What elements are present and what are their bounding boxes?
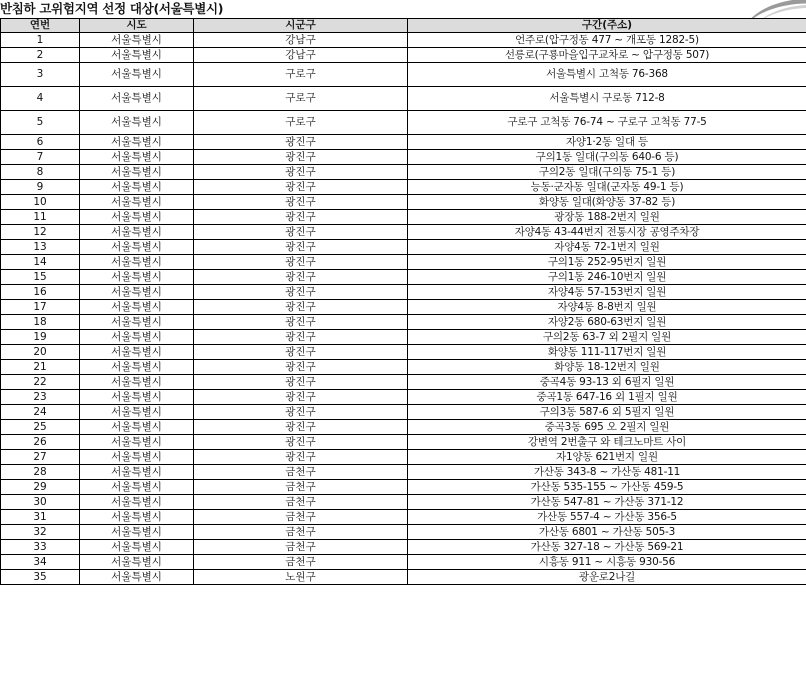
cell-sigungu: 광진구 [194,450,408,465]
cell-sigungu: 광진구 [194,240,408,255]
cell-number: 18 [1,315,80,330]
document-title: 반침하 고위험지역 선정 대상(서울특별시) [0,1,224,16]
cell-sigungu: 광진구 [194,330,408,345]
cell-address: 구로구 고척동 76-74 ~ 구로구 고척동 77-5 [408,111,806,135]
cell-sigungu: 구로구 [194,87,408,111]
cell-address: 자양2동 680-63번지 일원 [408,315,806,330]
cell-number: 33 [1,540,80,555]
cell-address: 가산동 557-4 ~ 가산동 356-5 [408,510,806,525]
cell-sigungu: 강남구 [194,48,408,63]
cell-number: 25 [1,420,80,435]
cell-number: 28 [1,465,80,480]
cell-address: 능동·군자동 일대(군자동 49-1 등) [408,180,806,195]
cell-sigungu: 광진구 [194,255,408,270]
cell-sigungu: 금천구 [194,525,408,540]
cell-sido: 서울특별시 [80,390,194,405]
table-row [1,375,806,390]
cell-sigungu: 금천구 [194,480,408,495]
cell-sigungu: 광진구 [194,435,408,450]
cell-address: 구의1동 일대(구의동 640-6 등) [408,150,806,165]
table-row [1,195,806,210]
cell-address: 구의1동 252-95번지 일원 [408,255,806,270]
table-row [1,435,806,450]
cell-sido: 서울특별시 [80,405,194,420]
cell-sigungu: 광진구 [194,150,408,165]
table-row [1,87,806,111]
cell-address: 화양동 111-117번지 일원 [408,345,806,360]
cell-sigungu: 광진구 [194,405,408,420]
cell-sigungu: 금천구 [194,555,408,570]
cell-sido: 서울특별시 [80,48,194,63]
cell-number: 27 [1,450,80,465]
cell-address: 중곡4동 93-13 외 6필지 일원 [408,375,806,390]
table-row [1,300,806,315]
cell-address: 자양4동 57-153번지 일원 [408,285,806,300]
cell-address: 광운로2나길 [408,570,806,585]
table-row [1,210,806,225]
cell-number: 29 [1,480,80,495]
table-row [1,480,806,495]
cell-sido: 서울특별시 [80,300,194,315]
cell-address: 중곡1동 647-16 외 1필지 일원 [408,390,806,405]
cell-number: 11 [1,210,80,225]
table-row [1,150,806,165]
cell-address: 구의2동 일대(구의동 75-1 등) [408,165,806,180]
table-row [1,165,806,180]
cell-address: 중곡3동 695 오 2필지 일원 [408,420,806,435]
cell-number: 13 [1,240,80,255]
cell-sigungu: 광진구 [194,390,408,405]
cell-sido: 서울특별시 [80,270,194,285]
cell-sido: 서울특별시 [80,225,194,240]
table-body [1,33,806,585]
cell-sido: 서울특별시 [80,165,194,180]
table-row [1,540,806,555]
cell-sigungu: 광진구 [194,165,408,180]
table-row [1,111,806,135]
cell-sigungu: 광진구 [194,360,408,375]
cell-sigungu: 노원구 [194,570,408,585]
cell-sido: 서울특별시 [80,420,194,435]
cell-number: 26 [1,435,80,450]
cell-number: 22 [1,375,80,390]
cell-sigungu: 금천구 [194,510,408,525]
cell-number: 34 [1,555,80,570]
cell-number: 6 [1,135,80,150]
cell-sigungu: 광진구 [194,135,408,150]
cell-sido: 서울특별시 [80,180,194,195]
cell-address: 자양4동 72-1번지 일원 [408,240,806,255]
cell-sigungu: 광진구 [194,420,408,435]
cell-sido: 서울특별시 [80,570,194,585]
table-row [1,255,806,270]
table-row [1,495,806,510]
cell-sido: 서울특별시 [80,255,194,270]
cell-sido: 서울특별시 [80,330,194,345]
cell-address: 가산동 327-18 ~ 가산동 569-21 [408,540,806,555]
column-header-sido: 시도 [80,19,194,33]
cell-number: 31 [1,510,80,525]
table-row [1,135,806,150]
cell-address: 가산동 6801 ~ 가산동 505-3 [408,525,806,540]
cell-address: 서울특별시 구로동 712-8 [408,87,806,111]
cell-address: 자양4동 43-44번지 전통시장 공영주차장 [408,225,806,240]
cell-address: 서울특별시 고척동 76-368 [408,63,806,87]
cell-address: 구의1동 246-10번지 일원 [408,270,806,285]
cell-address: 자1양동 621번지 일원 [408,450,806,465]
cell-number: 7 [1,150,80,165]
column-header-sigungu: 시군구 [194,19,408,33]
table-row [1,510,806,525]
cell-sigungu: 금천구 [194,540,408,555]
cell-number: 1 [1,33,80,48]
cell-number: 21 [1,360,80,375]
cell-sido: 서울특별시 [80,510,194,525]
cell-address: 선릉로(구룡마을입구교차로 ~ 압구정동 507) [408,48,806,63]
cell-sido: 서울특별시 [80,240,194,255]
cell-sido: 서울특별시 [80,465,194,480]
cell-sigungu: 구로구 [194,63,408,87]
table-row [1,405,806,420]
cell-address: 자양4동 8-8번지 일원 [408,300,806,315]
table-row [1,450,806,465]
cell-address: 가산동 343-8 ~ 가산동 481-11 [408,465,806,480]
cell-sido: 서울특별시 [80,195,194,210]
cell-sido: 서울특별시 [80,150,194,165]
cell-number: 2 [1,48,80,63]
cell-sido: 서울특별시 [80,525,194,540]
cell-address: 언주로(압구정동 477 ~ 개포동 1282-5) [408,33,806,48]
cell-sido: 서울특별시 [80,450,194,465]
cell-number: 10 [1,195,80,210]
cell-sigungu: 광진구 [194,300,408,315]
table-row [1,315,806,330]
cell-sido: 서울특별시 [80,480,194,495]
cell-sido: 서울특별시 [80,345,194,360]
column-header-address: 구간(주소) [408,19,806,33]
cell-sigungu: 광진구 [194,375,408,390]
table-row [1,270,806,285]
cell-sido: 서울특별시 [80,555,194,570]
cell-sido: 서울특별시 [80,285,194,300]
cell-sido: 서울특별시 [80,111,194,135]
cell-number: 35 [1,570,80,585]
cell-address: 강변역 2번출구 와 테크노마트 사이 [408,435,806,450]
cell-number: 24 [1,405,80,420]
cell-number: 16 [1,285,80,300]
table-row [1,360,806,375]
cell-address: 구의3동 587-6 외 5필지 일원 [408,405,806,420]
cell-address: 광장동 188-2번지 일원 [408,210,806,225]
cell-address: 화양동 일대(화양동 37-82 등) [408,195,806,210]
cell-number: 19 [1,330,80,345]
cell-address: 가산동 547-81 ~ 가산동 371-12 [408,495,806,510]
cell-sido: 서울특별시 [80,87,194,111]
cell-sido: 서울특별시 [80,495,194,510]
cell-sido: 서울특별시 [80,540,194,555]
table-row [1,240,806,255]
table-header-row [1,19,806,33]
high-risk-area-table [0,18,806,585]
cell-sigungu: 광진구 [194,210,408,225]
cell-sigungu: 광진구 [194,270,408,285]
table-row [1,63,806,87]
table-row [1,33,806,48]
table-row [1,465,806,480]
table-row [1,225,806,240]
cell-sigungu: 광진구 [194,180,408,195]
cell-address: 시흥동 911 ~ 시흥동 930-56 [408,555,806,570]
cell-sigungu: 금천구 [194,465,408,480]
cell-address: 구의2동 63-7 외 2필지 일원 [408,330,806,345]
table-row [1,345,806,360]
table-row [1,390,806,405]
cell-sigungu: 강남구 [194,33,408,48]
cell-sido: 서울특별시 [80,360,194,375]
cell-number: 15 [1,270,80,285]
cell-sido: 서울특별시 [80,210,194,225]
table-row [1,330,806,345]
table-row [1,48,806,63]
table-row [1,420,806,435]
cell-number: 5 [1,111,80,135]
cell-number: 9 [1,180,80,195]
cell-number: 17 [1,300,80,315]
cell-sigungu: 광진구 [194,195,408,210]
cell-number: 12 [1,225,80,240]
cell-number: 30 [1,495,80,510]
cell-number: 32 [1,525,80,540]
cell-sigungu: 광진구 [194,285,408,300]
cell-address: 자양1·2동 일대 등 [408,135,806,150]
cell-sigungu: 구로구 [194,111,408,135]
cell-sido: 서울특별시 [80,135,194,150]
cell-sigungu: 광진구 [194,315,408,330]
table-row [1,570,806,585]
cell-number: 8 [1,165,80,180]
cell-address: 가산동 535-155 ~ 가산동 459-5 [408,480,806,495]
cell-number: 4 [1,87,80,111]
table-row [1,285,806,300]
cell-sigungu: 광진구 [194,345,408,360]
cell-sido: 서울특별시 [80,63,194,87]
cell-sigungu: 광진구 [194,225,408,240]
cell-sido: 서울특별시 [80,435,194,450]
column-header-no: 연번 [1,19,80,33]
cell-address: 화양동 18-12번지 일원 [408,360,806,375]
cell-sido: 서울특별시 [80,33,194,48]
table-row [1,525,806,540]
cell-number: 23 [1,390,80,405]
cell-number: 3 [1,63,80,87]
table-row [1,555,806,570]
cell-sigungu: 금천구 [194,495,408,510]
cell-sido: 서울특별시 [80,375,194,390]
cell-number: 14 [1,255,80,270]
table-row [1,180,806,195]
cell-number: 20 [1,345,80,360]
cell-sido: 서울특별시 [80,315,194,330]
